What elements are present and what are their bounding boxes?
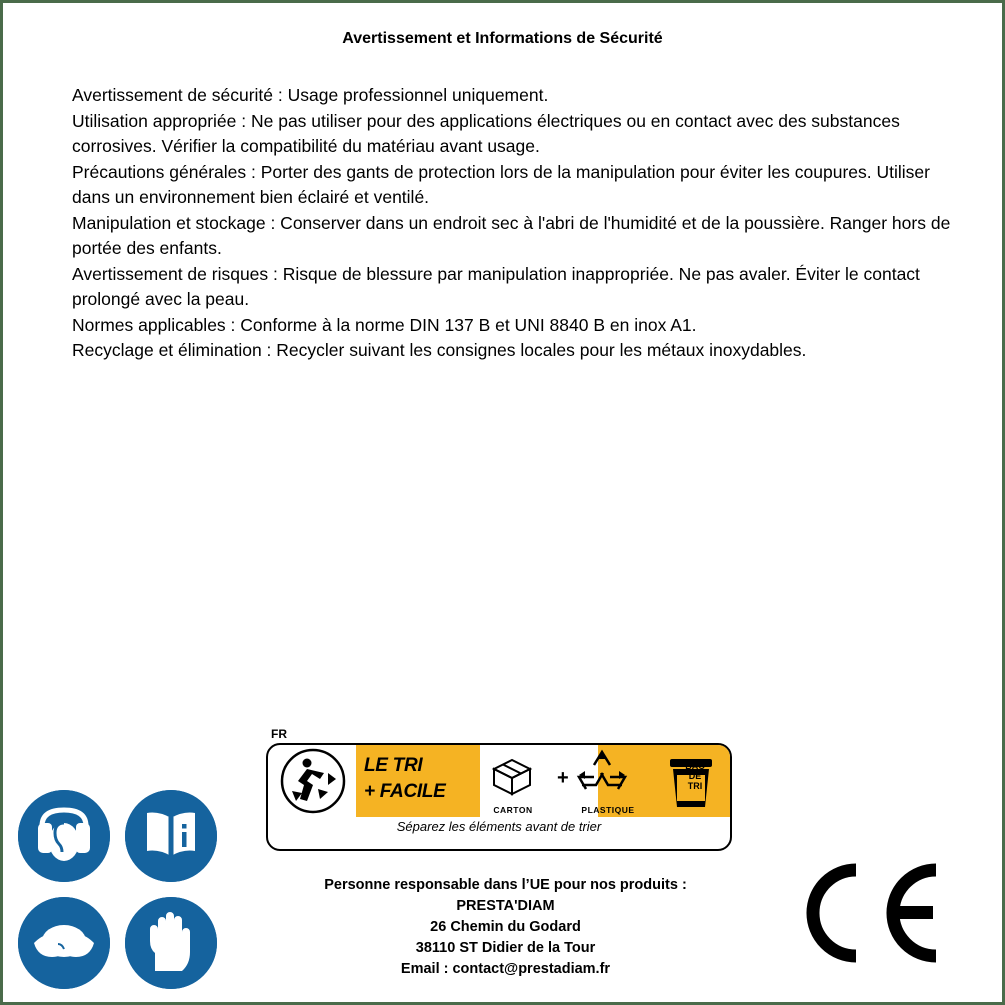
ce-marking-icon [796, 858, 946, 968]
bin-text-line3: TRI [687, 781, 703, 791]
paragraph-standards: Normes applicables : Conforme à la norme DIN 137 B et UNI 8840 B en inox A1. [72, 314, 697, 335]
triman-symbol-icon [274, 747, 352, 815]
ear-protection-icon [18, 790, 110, 882]
tri-country-code: FR [271, 727, 287, 741]
paragraph-risk-warning: Avertissement de risques : Risque de blessure par manipulation inappropriée. Ne pas avaler. Éviter le contact prolongé avec la peau. [72, 263, 920, 309]
bin-text [672, 761, 718, 791]
triman-recycling-label [266, 727, 728, 847]
paragraph-appropriate-use: Utilisation appropriée : Ne pas utiliser pour des applications électriques ou en contact avec des substances corrosives. Vérifier la compatibilité du matériau avant usage. [72, 110, 900, 156]
paragraph-safety-warning: Avertissement de sécurité : Usage professionnel uniquement. [72, 85, 549, 105]
plastique-label: PLASTIQUE [581, 805, 635, 815]
bin-text-line2: DE [688, 771, 702, 781]
responsible-person-block [183, 875, 828, 980]
paragraph-handling-storage: Manipulation et stockage : Conserver dans un endroit sec à l'abri de l'humidité et de la poussière. Ranger hors de portée des enfants. [72, 212, 951, 258]
responsible-person-heading: Personne responsable dans l’UE pour nos produits : [324, 877, 687, 893]
company-email: Email : contact@prestadiam.fr [400, 961, 611, 977]
paragraph-general-precautions: Précautions générales : Porter des gants de protection lors de la manipulation pour éviter les coupures. Utiliser dans un environnement bien éclairé et ventilé. [72, 161, 930, 207]
packaging-icons [482, 747, 652, 817]
safety-information-text [72, 83, 952, 364]
bin-text-line1: BAC [685, 761, 705, 771]
company-name: PRESTA'DIAM [456, 898, 555, 914]
carton-label: CARTON [493, 805, 533, 815]
plus-sign: + [557, 767, 569, 789]
company-city: 38110 ST Didier de la Tour [415, 940, 596, 956]
tri-slogan-line2: + FACILE [364, 781, 446, 802]
page-title: Avertissement et Informations de Sécurité [342, 30, 663, 47]
tri-slogan [364, 753, 476, 805]
eye-protection-icon [18, 897, 110, 989]
tri-slogan-line1: LE TRI [364, 755, 423, 776]
tri-box [266, 743, 732, 851]
paragraph-recycling: Recyclage et élimination : Recycler suivant les consignes locales pour les métaux inoxydables. [72, 340, 807, 360]
tri-footer-text: Séparez les éléments avant de trier [396, 819, 602, 834]
company-street: 26 Chemin du Godard [430, 919, 581, 935]
read-instructions-icon [125, 790, 217, 882]
